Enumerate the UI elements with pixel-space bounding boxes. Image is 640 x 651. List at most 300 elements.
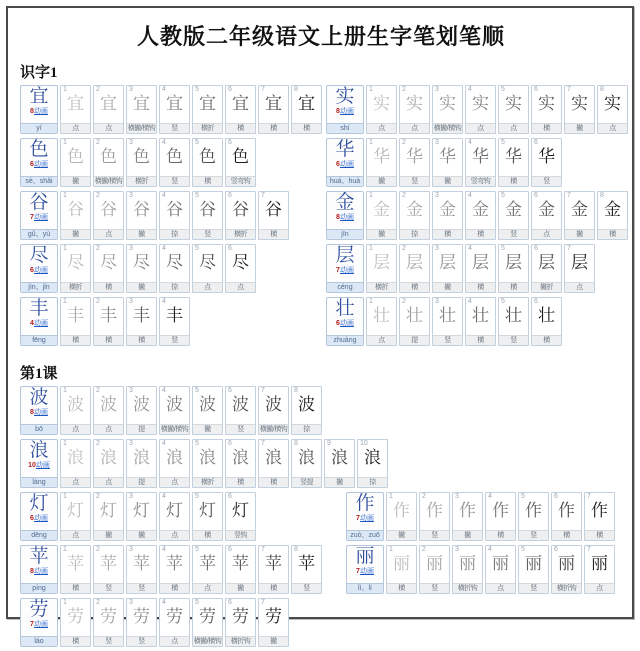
stroke-name-label: 横 (61, 583, 90, 593)
partial-character-glyph: 实 (406, 94, 423, 113)
step-number: 6 (554, 493, 558, 500)
partial-character-glyph: 谷 (166, 200, 183, 219)
step-number: 5 (501, 139, 505, 146)
partial-character-glyph: 浪 (100, 448, 117, 467)
stroke-step-box (531, 297, 562, 346)
stroke-step-box (225, 85, 256, 134)
step-number: 4 (468, 86, 472, 93)
stroke-step-box (386, 545, 417, 594)
stroke-name-label: 横折 (193, 477, 222, 487)
partial-character-glyph: 层 (373, 253, 390, 272)
partial-character-glyph: 实 (571, 94, 588, 113)
step-number: 1 (369, 245, 373, 252)
partial-character-glyph: 灯 (67, 501, 84, 520)
animation-link[interactable]: 动画 (33, 320, 48, 327)
stroke-name-label: 竖 (292, 583, 321, 593)
step-number: 7 (261, 86, 265, 93)
step-number: 5 (195, 86, 199, 93)
stroke-name-label: 撇 (433, 282, 462, 292)
stroke-step-box (291, 386, 322, 435)
stroke-step-box (225, 138, 256, 187)
step-number: 3 (129, 298, 133, 305)
stroke-step-box (126, 297, 157, 346)
step-number: 8 (294, 86, 298, 93)
step-number: 3 (129, 546, 133, 553)
step-number: 2 (422, 546, 426, 553)
stroke-step-box (159, 545, 190, 594)
card-meta (30, 514, 48, 523)
stroke-step-box (192, 386, 223, 435)
stroke-step-box (531, 85, 562, 134)
stroke-step-box (126, 386, 157, 435)
step-number: 2 (96, 387, 100, 394)
card-meta (336, 107, 354, 116)
stroke-name-label: 点 (486, 583, 515, 593)
card-meta (30, 567, 48, 576)
stroke-step-box (192, 598, 223, 647)
animation-link[interactable]: 动画 (359, 515, 374, 522)
step-number: 1 (389, 493, 393, 500)
step-number: 1 (63, 139, 67, 146)
stroke-step-box (432, 85, 463, 134)
step-number: 5 (195, 387, 199, 394)
stroke-name-label: 横 (160, 583, 189, 593)
partial-character-glyph: 宜 (265, 94, 282, 113)
step-number: 4 (162, 546, 166, 553)
pinyin-label: bō (21, 424, 57, 434)
partial-character-glyph: 灯 (166, 501, 183, 520)
step-number: 2 (96, 139, 100, 146)
step-number: 5 (195, 440, 199, 447)
stroke-step-box (291, 439, 322, 488)
stroke-name-label: 点 (598, 123, 627, 133)
partial-character-glyph: 苹 (100, 554, 117, 573)
stroke-step-box (126, 244, 157, 293)
stroke-step-box (93, 297, 124, 346)
partial-character-glyph: 谷 (133, 200, 150, 219)
step-number: 1 (63, 245, 67, 252)
partial-character-glyph: 丽 (558, 554, 575, 573)
pinyin-label: huá、huà (327, 176, 363, 186)
stroke-name-label: 横 (598, 229, 627, 239)
stroke-step-box (60, 191, 91, 240)
stroke-count: 6 (336, 161, 340, 168)
stroke-name-label: 横 (499, 176, 528, 186)
stroke-step-box (60, 492, 91, 541)
stroke-step-box (93, 85, 124, 134)
animation-link[interactable]: 动画 (33, 161, 48, 168)
stroke-step-box (498, 85, 529, 134)
partial-character-glyph: 金 (406, 200, 423, 219)
animation-link[interactable]: 动画 (33, 267, 48, 274)
page-frame (6, 6, 634, 645)
partial-character-glyph: 壮 (439, 306, 456, 325)
pinyin-label: sè、shǎi (21, 176, 57, 186)
stroke-step-box (465, 191, 496, 240)
step-number: 3 (435, 298, 439, 305)
partial-character-glyph: 苹 (298, 554, 315, 573)
stroke-name-label: 横撇/横钩 (160, 426, 189, 433)
partial-character-glyph: 劳 (232, 607, 249, 626)
stroke-name-label: 横 (193, 530, 222, 540)
stroke-step-box (126, 191, 157, 240)
pinyin-label: láo (21, 636, 57, 646)
step-number: 3 (435, 192, 439, 199)
step-number: 8 (600, 86, 604, 93)
step-number: 3 (129, 245, 133, 252)
step-number: 2 (96, 599, 100, 606)
animation-link[interactable]: 动画 (339, 214, 354, 221)
stroke-step-box (419, 492, 450, 541)
step-number: 7 (587, 493, 591, 500)
step-number: 6 (228, 493, 232, 500)
pinyin-label: jīn (327, 229, 363, 239)
partial-character-glyph: 丰 (100, 306, 117, 325)
stroke-count: 10 (28, 462, 36, 469)
stroke-step-box (159, 492, 190, 541)
step-number: 1 (63, 440, 67, 447)
partial-character-glyph: 壮 (472, 306, 489, 325)
stroke-step-box (597, 191, 628, 240)
section-heading: 第1课 (20, 366, 58, 382)
partial-character-glyph: 色 (133, 147, 150, 166)
animation-link[interactable]: 动画 (33, 568, 48, 575)
stroke-order-row (20, 138, 622, 191)
stroke-step-box (366, 191, 397, 240)
partial-character-glyph: 尽 (232, 253, 249, 272)
step-number: 4 (162, 298, 166, 305)
partial-character-glyph: 华 (439, 147, 456, 166)
stroke-order-row (20, 244, 622, 297)
partial-character-glyph: 作 (393, 501, 410, 520)
stroke-name-label: 捺 (358, 477, 387, 487)
stroke-name-label: 横撇/横钩 (193, 638, 222, 645)
character: 壮 (335, 298, 355, 319)
char-card (326, 85, 364, 134)
stroke-step-box (93, 191, 124, 240)
character: 波 (29, 387, 49, 408)
stroke-step-box (126, 439, 157, 488)
stroke-step-box (465, 85, 496, 134)
stroke-name-label: 提 (127, 424, 156, 434)
stroke-name-label: 横 (466, 229, 495, 239)
card-meta (356, 567, 374, 576)
stroke-name-label: 竖钩 (226, 530, 255, 540)
stroke-name-label: 竖 (519, 530, 548, 540)
stroke-step-box (485, 545, 516, 594)
stroke-name-label: 横 (552, 530, 581, 540)
stroke-name-label: 点 (367, 335, 396, 345)
stroke-name-label: 横 (94, 335, 123, 345)
stroke-name-label: 撇 (387, 530, 416, 540)
partial-character-glyph: 劳 (166, 607, 183, 626)
partial-character-glyph: 尽 (100, 253, 117, 272)
stroke-name-label: 竖 (94, 583, 123, 593)
stroke-name-label: 竖 (127, 583, 156, 593)
stroke-name-label: 撇 (127, 282, 156, 292)
partial-character-glyph: 谷 (67, 200, 84, 219)
stroke-step-box (465, 244, 496, 293)
stroke-step-box (564, 191, 595, 240)
partial-character-glyph: 层 (505, 253, 522, 272)
page-title: 人教版二年级语文上册生字笔划笔顺 (136, 24, 505, 49)
step-number: 4 (162, 245, 166, 252)
stroke-step-box (192, 545, 223, 594)
step-number: 1 (63, 86, 67, 93)
animation-link[interactable]: 动画 (33, 409, 48, 416)
stroke-step-box (93, 439, 124, 488)
partial-character-glyph: 浪 (199, 448, 216, 467)
stroke-step-box (399, 297, 430, 346)
stroke-step-box (126, 598, 157, 647)
stroke-name-label: 撇折 (532, 282, 561, 292)
pinyin-label: shí (327, 123, 363, 133)
animation-link[interactable]: 动画 (33, 621, 48, 628)
partial-character-glyph: 波 (67, 395, 84, 414)
stroke-step-box (159, 386, 190, 435)
stroke-name-label: 竖弯钩 (226, 176, 255, 186)
stroke-step-box (60, 439, 91, 488)
step-number: 3 (129, 192, 133, 199)
step-number: 8 (294, 387, 298, 394)
partial-character-glyph: 浪 (232, 448, 249, 467)
stroke-name-label: 竖 (193, 229, 222, 239)
step-number: 3 (129, 86, 133, 93)
partial-character-glyph: 宜 (199, 94, 216, 113)
stroke-name-label: 点 (499, 123, 528, 133)
stroke-step-box (498, 191, 529, 240)
stroke-name-label: 撇 (367, 229, 396, 239)
stroke-step-box (126, 492, 157, 541)
stroke-step-box (258, 598, 289, 647)
stroke-step-box (419, 545, 450, 594)
step-number: 4 (468, 298, 472, 305)
pinyin-label: yí (21, 123, 57, 133)
character-group (346, 492, 615, 541)
step-number: 6 (228, 192, 232, 199)
animation-link[interactable]: 动画 (35, 462, 50, 469)
step-number: 3 (129, 493, 133, 500)
step-number: 3 (435, 139, 439, 146)
stroke-name-label: 点 (532, 229, 561, 239)
char-card (20, 138, 58, 187)
stroke-name-label: 竖 (532, 176, 561, 186)
stroke-step-box (225, 492, 256, 541)
char-card (20, 386, 58, 435)
stroke-step-box (399, 138, 430, 187)
partial-character-glyph: 华 (373, 147, 390, 166)
step-number: 1 (369, 192, 373, 199)
step-number: 8 (294, 546, 298, 553)
character: 苹 (29, 546, 49, 567)
section (20, 61, 622, 350)
section (20, 362, 622, 651)
stroke-name-label: 点 (466, 123, 495, 133)
step-number: 5 (501, 298, 505, 305)
stroke-name-label: 竖 (433, 335, 462, 345)
stroke-step-box (366, 138, 397, 187)
partial-character-glyph: 壮 (505, 306, 522, 325)
stroke-step-box (498, 244, 529, 293)
stroke-name-label: 点 (565, 282, 594, 292)
step-number: 4 (468, 139, 472, 146)
stroke-step-box (225, 545, 256, 594)
step-number: 1 (63, 387, 67, 394)
stroke-step-box (192, 191, 223, 240)
step-number: 5 (501, 245, 505, 252)
stroke-step-box (531, 138, 562, 187)
stroke-step-box (159, 244, 190, 293)
stroke-name-label: 撇 (565, 229, 594, 239)
step-number: 3 (129, 139, 133, 146)
animation-link[interactable]: 动画 (339, 108, 354, 115)
stroke-step-box (518, 545, 549, 594)
character: 尽 (29, 245, 49, 266)
partial-character-glyph: 华 (538, 147, 555, 166)
stroke-step-box (564, 244, 595, 293)
char-card (326, 191, 364, 240)
step-number: 3 (455, 546, 459, 553)
stroke-name-label: 点 (193, 583, 222, 593)
step-number: 5 (521, 546, 525, 553)
step-number: 4 (468, 192, 472, 199)
stroke-step-box (531, 244, 562, 293)
stroke-step-box (366, 297, 397, 346)
card-meta (30, 408, 48, 417)
step-number: 9 (327, 440, 331, 447)
partial-character-glyph: 尽 (166, 253, 183, 272)
stroke-step-box (93, 492, 124, 541)
partial-character-glyph: 宜 (67, 94, 84, 113)
stroke-name-label: 横 (259, 229, 288, 239)
stroke-name-label: 横 (532, 123, 561, 133)
partial-character-glyph: 金 (472, 200, 489, 219)
partial-character-glyph: 色 (67, 147, 84, 166)
stroke-step-box (258, 386, 289, 435)
stroke-name-label: 横折钩 (453, 583, 482, 593)
partial-character-glyph: 丽 (426, 554, 443, 573)
stroke-count: 7 (356, 568, 360, 575)
partial-character-glyph: 尽 (133, 253, 150, 272)
partial-character-glyph: 实 (472, 94, 489, 113)
animation-link[interactable]: 动画 (339, 267, 354, 274)
stroke-step-box (432, 297, 463, 346)
stroke-name-label: 横 (259, 477, 288, 487)
partial-character-glyph: 波 (298, 395, 315, 414)
char-card (20, 598, 58, 647)
stroke-name-label: 点 (94, 477, 123, 487)
stroke-order-row (20, 598, 622, 651)
char-card (20, 545, 58, 594)
stroke-step-box (258, 85, 289, 134)
animation-link[interactable]: 动画 (359, 568, 374, 575)
stroke-name-label: 点 (367, 123, 396, 133)
stroke-step-box (258, 191, 289, 240)
stroke-name-label: 横 (466, 282, 495, 292)
partial-character-glyph: 实 (604, 94, 621, 113)
step-number: 6 (228, 546, 232, 553)
animation-link[interactable]: 动画 (339, 320, 354, 327)
stroke-step-box (60, 244, 91, 293)
partial-character-glyph: 作 (426, 501, 443, 520)
stroke-step-box (324, 439, 355, 488)
stroke-step-box (93, 138, 124, 187)
partial-character-glyph: 浪 (166, 448, 183, 467)
partial-character-glyph: 金 (538, 200, 555, 219)
partial-character-glyph: 苹 (67, 554, 84, 573)
step-number: 6 (228, 139, 232, 146)
stroke-count: 8 (336, 108, 340, 115)
step-number: 5 (195, 245, 199, 252)
step-number: 4 (162, 493, 166, 500)
stroke-name-label: 竖 (226, 424, 255, 434)
animation-link[interactable]: 动画 (33, 108, 48, 115)
step-number: 6 (534, 192, 538, 199)
step-number: 3 (129, 440, 133, 447)
stroke-step-box (60, 598, 91, 647)
step-number: 4 (162, 440, 166, 447)
stroke-name-label: 横 (585, 530, 614, 540)
stroke-order-row (20, 386, 622, 439)
step-number: 1 (369, 298, 373, 305)
stroke-step-box (159, 138, 190, 187)
animation-link[interactable]: 动画 (33, 214, 48, 221)
animation-link[interactable]: 动画 (33, 515, 48, 522)
step-number: 2 (402, 86, 406, 93)
stroke-step-box (551, 545, 582, 594)
stroke-name-label: 横折 (367, 282, 396, 292)
card-meta (30, 266, 48, 275)
stroke-name-label: 横 (193, 176, 222, 186)
partial-character-glyph: 浪 (265, 448, 282, 467)
animation-link[interactable]: 动画 (339, 161, 354, 168)
partial-character-glyph: 丽 (525, 554, 542, 573)
partial-character-glyph: 丰 (166, 306, 183, 325)
step-number: 5 (195, 599, 199, 606)
card-meta (30, 319, 48, 328)
stroke-step-box (225, 386, 256, 435)
stroke-name-label: 横 (292, 123, 321, 133)
stroke-step-box (366, 85, 397, 134)
partial-character-glyph: 华 (406, 147, 423, 166)
step-number: 3 (435, 245, 439, 252)
partial-character-glyph: 层 (538, 253, 555, 272)
step-number: 2 (96, 546, 100, 553)
step-number: 5 (195, 493, 199, 500)
card-meta (30, 160, 48, 169)
stroke-step-box (465, 138, 496, 187)
step-number: 1 (369, 139, 373, 146)
stroke-name-label: 横 (226, 477, 255, 487)
partial-character-glyph: 浪 (364, 448, 381, 467)
stroke-step-box (366, 244, 397, 293)
pinyin-label: céng (327, 282, 363, 292)
stroke-name-label: 横 (94, 282, 123, 292)
character: 谷 (29, 192, 49, 213)
partial-character-glyph: 丰 (67, 306, 84, 325)
section-heading: 识字1 (20, 65, 58, 81)
step-number: 6 (554, 546, 558, 553)
stroke-name-label: 提 (127, 477, 156, 487)
stroke-step-box (126, 85, 157, 134)
partial-character-glyph: 金 (439, 200, 456, 219)
partial-character-glyph: 灯 (100, 501, 117, 520)
stroke-step-box (291, 545, 322, 594)
partial-character-glyph: 灯 (232, 501, 249, 520)
partial-character-glyph: 波 (265, 395, 282, 414)
step-number: 2 (96, 86, 100, 93)
pinyin-label: dēng (21, 530, 57, 540)
